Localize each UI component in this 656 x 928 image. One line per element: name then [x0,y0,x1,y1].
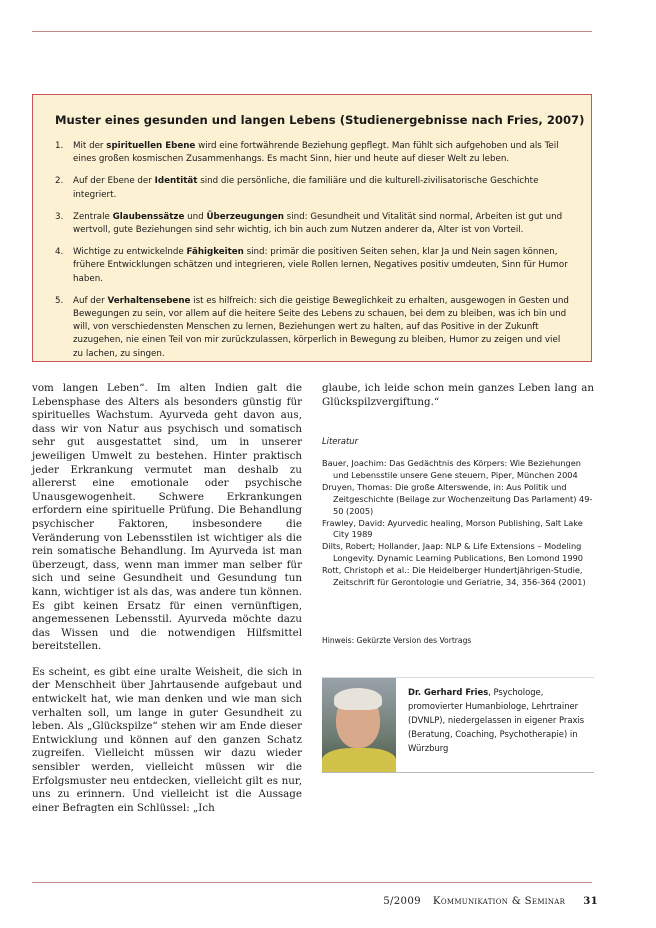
literature-list [322,458,598,589]
list-item: 2. Auf der Ebene der Identität sind die persönliche, die familiäre und die kulturell-zivilisatorische Geschichte integriert. [55,176,539,200]
abridged-note: Hinweis: Gekürzte Version des Vortrags [322,636,472,645]
page-footer [383,895,598,907]
body-paragraph: glaube, ich leide schon mein ganzes Leben lang an Glückspilzvergiftung.“ [322,382,594,408]
author-name: Dr. Gerhard Fries [408,687,489,697]
body-paragraph: Es scheint, es gibt eine uralte Weisheit, die sich in der Menschheit über Jahrtausende aufgebaut und entwickelt hat, wie man denken und wie man sich verhalten soll, um lange in guter Gesundheit zu leben. Als „Glückspilze“ stehen wir am Ende dieser Entwicklung und können auf den ganzen Schatz zugreifen. Vielleicht müssen wir dazu wieder sensibler werden, vielleicht müssen wir die Erfolgsmuster neu entdecken, vielleicht gilt es nur, uns zu erinnern. Und vielleicht ist die Aussage einer Befragten ein Schlüssel: „Ich [32,665,302,814]
study-results-box [32,94,592,362]
literature-entry: Bauer, Joachim: Das Gedächtnis des Körpers: Wie Beziehungen und Lebensstile unsere Gene steuern, Piper, München 2004 [322,458,581,480]
pattern-list [55,140,571,361]
author-shirt [322,748,396,772]
bottom-rule [32,882,592,883]
left-column [32,382,302,815]
author-photo [322,678,396,772]
author-description: , Psychologe, promovierter Humanbiologe, Lehrtrainer (DVNLP), niedergelassen in eigener Praxis (Beratung, Coaching, Psychotherapie) in Würzburg [408,687,585,753]
top-rule [32,31,592,32]
literature-entry: Dilts, Robert; Hollander, Jaap: NLP & Life Extensions – Modeling Longevity. Dynamic Learning Publications, Ben Lomond 1990 [322,541,584,564]
list-item: 3. Zentrale Glaubenssätze und Überzeugungen sind: Gesundheit und Vitalität sind normal, Arbeiten ist gut und wertvoll, gute Beziehungen sind sehr wichtig, ich bin auch zum Nutzen anderer da, Alter ist von Vorteil. [55,211,563,236]
author-hair [334,688,382,710]
issue-number: 5/2009 [383,896,421,907]
list-item: 1. Mit der spirituellen Ebene wird eine fortwährende Beziehung gepflegt. Man fühlt sich aufgehoben und als Teil eines großen kosmischen Zusammenhangs. Es macht Sinn, hier und heute auf dieser Welt zu leben. [55,141,559,165]
list-item: 4. Wichtige zu entwickelnde Fähigkeiten sind: primär die positiven Seiten sehen, klar Ja und Nein sagen können, frühere Entwicklungen schätzen und integrieren, viele Rollen lernen, Negatives positiv umdeuten, Sinn für Humor haben. [55,247,568,284]
magazine-name: Kommunikation & Seminar [432,896,566,907]
box-title: Muster eines gesunden und langen Lebens (Studienergebnisse nach Fries, 2007) [55,113,585,127]
body-paragraph: vom langen Leben“. Im alten Indien galt die Lebensphase des Alters als besonders günstig für spirituelles Wachstum. Ayurveda geht davon aus, dass wir von Natur aus psychisch und somatisch sehr gut ausgestattet sind, um in unserer jeweiligen Umwelt zu bestehen. Hinter praktisch jeder Erkrankung vermutet man deshalb zu allererst eine emotionale oder psychische Unausgewogenheit. Schwere Erkrankungen erfordern eine spirituelle Prüfung. Die Behandlung psychischer Faktoren, insbesondere die Veränderung von Lebensstilen ist wichtiger als die rein somatische Behandlung. Im Ayurveda ist man überzeugt, dass, wenn man immer man selber für sich und seine Gesundheit und Gesundung tun kann, wichtiger ist als das, was andere tun können. Es gibt keinen Ersatz für einen vernünftigen, angemessenen Lebensstil. Ayurveda möchte dazu das Wissen und die notwendigen Hilfsmittel bereitstellen. [32,382,302,653]
right-column [322,382,594,409]
list-item: 5. Auf der Verhaltensebene ist es hilfreich: sich die geistige Beweglichkeit zu erhalten, ausgewogen in Gesten und Bewegungen zu sein, vor allem auf die heitere Seite des Lebens zu schauen, bei dem zu bleiben, was ich bin und will, von verschiedensten Menschen zu lernen, Beziehungen wert zu halten, auf das Positive in der Zukunft zuzugehen, nie einen Teil von mir zurückzulassen, körperlich in Bewegung zu bleiben, Humor zu zeigen und viel zu lachen, zu singen. [55,295,569,359]
literature-entry: Druyen, Thomas: Die große Alterswende, in: Aus Politik und Zeitgeschichte (Beilage zur Wochenzeitung Das Parlament) 49-50 (2005) [322,481,593,516]
author-box [322,677,594,773]
author-bio [408,685,594,755]
literature-entry: Rott, Christoph et al.: Die Heidelberger Hundertjährigen-Studie, Zeitschrift für Gerontologie und Geriatrie, 34, 356-364 (2001) [322,565,586,588]
literature-heading: Literatur [322,436,359,446]
page-number: 31 [583,895,598,907]
literature-entry: Frawley, David: Ayurvedic healing, Morson Publishing, Salt Lake City 1989 [322,517,583,540]
